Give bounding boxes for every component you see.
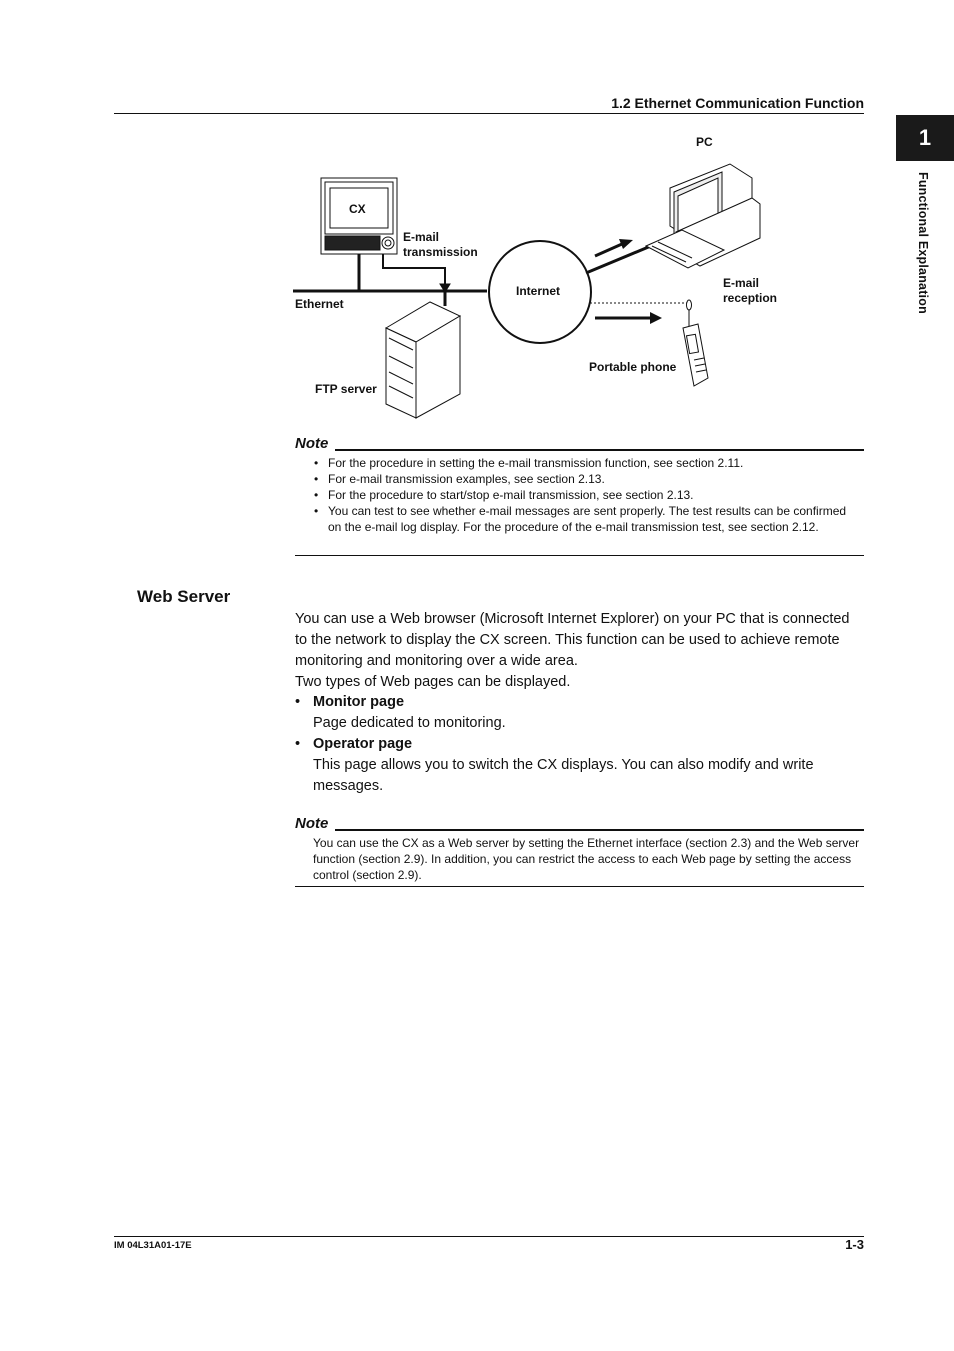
- network-diagram: [290, 128, 790, 428]
- diagram-label-pc: PC: [696, 135, 713, 149]
- note1-bullet: •: [314, 488, 319, 502]
- note1-bottom-rule: [295, 555, 864, 556]
- arrow-to-phone: [595, 312, 662, 324]
- ftp-server-icon: [386, 302, 460, 418]
- email-reception-line2: reception: [723, 291, 778, 305]
- monitor-page-desc: Page dedicated to monitoring.: [313, 715, 506, 731]
- note1-bullet: •: [314, 472, 319, 486]
- note2-top-rule: [335, 829, 864, 831]
- note1-item-text: For e-mail transmission examples, see section 2.13.: [328, 472, 605, 486]
- note1-item-text: You can test to see whether e-mail messages are sent properly. The test results can be confirmed on the e-mail log display. For the procedure of the e-mail transmission test, see section 2.12.: [328, 504, 847, 534]
- web-server-paragraph-2: Two types of Web pages can be displayed.: [295, 674, 571, 690]
- footer-rule: [114, 1236, 864, 1237]
- note1-bullet: •: [314, 456, 319, 470]
- note1-bullet: •: [314, 504, 319, 518]
- diagram-label-portable-phone: Portable phone: [589, 360, 677, 374]
- web-server-heading: Web Server: [137, 587, 231, 606]
- chapter-side-label: Functional Explanation: [916, 172, 930, 314]
- diagram-label-email-reception: [723, 276, 777, 306]
- note1-top-rule: [335, 449, 864, 451]
- arrow-to-pc: [595, 239, 633, 256]
- chapter-tab: 1: [896, 115, 954, 161]
- pc-icon: [646, 164, 760, 268]
- note1-item: [314, 503, 854, 535]
- note1-item-text: For the procedure in setting the e-mail transmission function, see section 2.11.: [328, 456, 744, 470]
- diagram-label-email-transmission: [403, 230, 478, 260]
- note2-heading: Note: [295, 815, 329, 832]
- diagram-label-ftp-server: FTP server: [315, 382, 377, 396]
- header-rule: [114, 113, 864, 114]
- web-page-type-bullet: •: [295, 736, 301, 752]
- note1-list: [314, 455, 854, 535]
- web-page-type-bullet: •: [295, 694, 301, 710]
- diagram-label-internet: Internet: [516, 284, 561, 298]
- diagram-label-ethernet: Ethernet: [295, 297, 344, 311]
- web-server-paragraph-1: You can use a Web browser (Microsoft Internet Explorer) on your PC that is connected to the network to display the CX screen. This function can be used to achieve remote monitoring and monitoring over a wide area.: [295, 611, 850, 669]
- note1-item: [314, 471, 854, 487]
- note1-item-text: For the procedure to start/stop e-mail transmission, see section 2.13.: [328, 488, 694, 502]
- note1-item: [314, 455, 854, 471]
- monitor-page-title: Monitor page: [313, 694, 405, 710]
- footer-page-number: 1-3: [845, 1237, 864, 1252]
- operator-page-title: Operator page: [313, 736, 413, 752]
- email-transmission-line2: transmission: [403, 245, 478, 259]
- note2-text: You can use the CX as a Web server by setting the Ethernet interface (section 2.3) and the Web server function (section 2.9). In addition, you can restrict the access to each Web page by setting the access control (section 2.9).: [313, 836, 860, 882]
- email-reception-line1: E-mail: [723, 276, 760, 290]
- portable-phone-icon: [683, 300, 708, 386]
- section-title: 1.2 Ethernet Communication Function: [611, 95, 864, 111]
- email-transmission-line1: E-mail: [403, 230, 440, 244]
- note2-bottom-rule: [295, 886, 864, 887]
- note1-item: [314, 487, 854, 503]
- footer-doc-id: IM 04L31A01-17E: [114, 1240, 192, 1251]
- operator-page-desc: This page allows you to switch the CX displays. You can also modify and write messages.: [313, 757, 814, 794]
- note1-heading: Note: [295, 435, 329, 452]
- diagram-label-cx: CX: [349, 202, 366, 216]
